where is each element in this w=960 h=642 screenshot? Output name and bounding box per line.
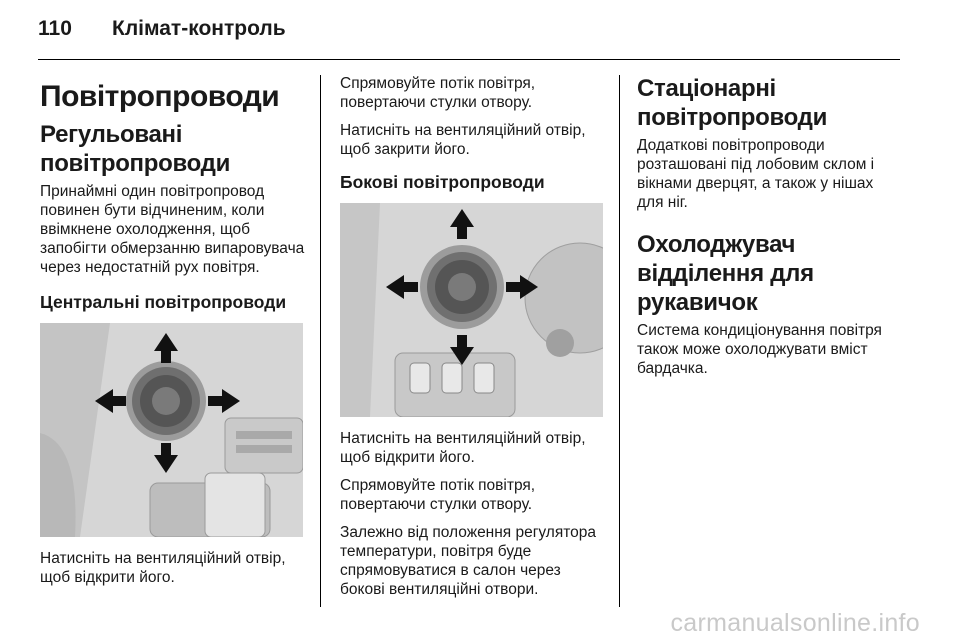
header-rule [38,59,900,60]
side-vent-illustration [340,203,603,417]
watermark: carmanualsonline.info [670,609,920,637]
paragraph: Залежно від положення регулятора температури, повітря буде спрямовуватися в салон через бокові вентиляційні отвори. [340,524,597,598]
column-1 [40,74,306,596]
paragraph: Принаймні один повітропровод повинен бути відчиненим, коли ввімкнене охолодження, щоб запобігти обмерзанню випаровувача через недостатній рух повітря. [40,183,305,276]
section-title: Повітропроводи [40,80,280,113]
paragraph: Спрямовуйте потік повітря, повертаючи стулки отвору. [340,477,536,513]
paragraph: Натисніть на вентиляційний отвір, щоб відкрити його. [340,430,586,466]
paragraph: Натисніть на вентиляційний отвір, щоб закрити його. [340,122,586,158]
column-2 [340,74,605,608]
paragraph: Додаткові повітропроводи розташовані під лобовим склом і вікнами дверцят, а також у нішах для ніг. [637,137,875,211]
side-vents-heading: Бокові повітропроводи [340,172,545,192]
page-header [38,14,286,44]
column-3 [637,74,902,387]
paragraph: Спрямовуйте потік повітря, повертаючи стулки отвору. [340,75,536,111]
central-vent-illustration [40,323,303,537]
page-number: 110 [38,17,72,40]
subsection-title: Регульовані повітропроводи [40,121,231,177]
glovebox-cooler-heading: Охолоджувач відділення для рукавичок [637,231,814,316]
chapter-title: Клімат-контроль [112,17,286,40]
column-divider-2 [619,75,620,607]
column-divider-1 [320,75,321,607]
caption: Натисніть на вентиляційний отвір, щоб відкрити його. [40,550,286,586]
fixed-vents-heading: Стаціонарні повітропроводи [637,75,828,131]
central-vents-heading: Центральні повітропроводи [40,292,287,312]
paragraph: Система кондиціонування повітря також може охолоджувати вміст бардачка. [637,322,882,377]
